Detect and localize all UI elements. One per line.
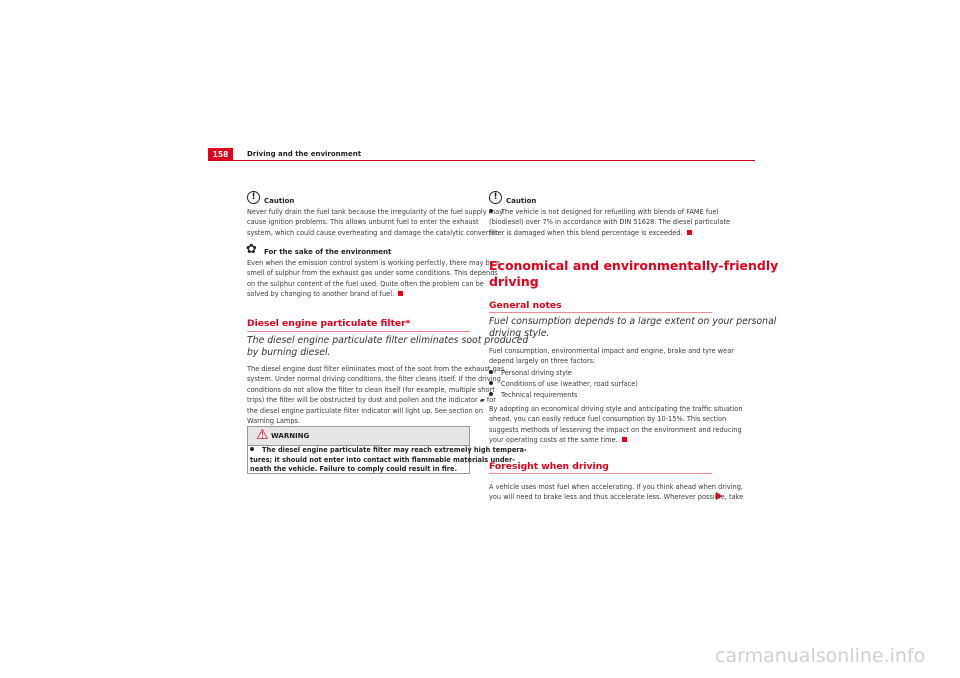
caution-title: Caution (264, 197, 295, 205)
text-line: The diesel engine particulate filter may reach extremely high tempera- (250, 446, 469, 456)
dpf-indicator-icon: ▰ (479, 396, 485, 405)
main-heading (489, 258, 778, 290)
general-notes-heading: General notes (489, 300, 562, 311)
heading-rule (489, 312, 712, 313)
text-line: Economical and environmentally-friendly (489, 258, 779, 273)
text-line: your operating costs at the same time. (489, 436, 618, 445)
header-rule (208, 160, 755, 161)
text-line: system. Under normal driving conditions, the filter cleans itself. If the driving (247, 375, 501, 384)
text-line: smell of sulphur from the exhaust gas under some conditions. This depends (247, 269, 498, 278)
text-line: system, which could cause overheating and damage the catalytic converter. (247, 228, 500, 237)
text-line: solved by changing to another brand of fuel. (247, 290, 395, 299)
text-line: ahead, you can easily reduce fuel consumption by 10-15%. This section (489, 415, 727, 424)
text-line: neath the vehicle. Failure to comply could result in fire. (250, 465, 458, 473)
foresight-heading: Foresight when driving (489, 461, 609, 472)
text-line: driving style. (489, 328, 550, 339)
warning-text (248, 446, 527, 475)
text-line: Even when the emission control system is working perfectly, there may be a (247, 259, 500, 267)
watermark: carmanualsonline.info (715, 645, 926, 667)
general-subtitle (489, 316, 776, 340)
text-line: Fuel consumption depends to a large extent on your personal (489, 316, 777, 327)
list-item: Technical requirements (489, 390, 743, 401)
caution-text (247, 207, 503, 238)
dpf-text (247, 364, 504, 426)
text-line: the diesel engine particulate filter indicator will light up. See section on (247, 406, 484, 415)
flower-icon: ✿ (246, 242, 257, 257)
text-line: conditions do not allow the filter to clean itself (for example, multiple short (247, 385, 495, 394)
caution-icon: ! (489, 191, 502, 204)
dpf-subtitle (247, 335, 528, 359)
text-line: The diesel engine particulate filter eliminates soot produced (247, 335, 529, 346)
heading-rule (247, 331, 470, 332)
text-line: The diesel engine dust filter eliminates most of the soot from the exhaust gas (247, 365, 505, 373)
environment-text (247, 258, 500, 300)
text-line: By adopting an economical driving style and anticipating the traffic situation (489, 404, 743, 413)
text-line: driving (489, 274, 539, 289)
environment-title: For the sake of the environment (264, 248, 392, 256)
caution-icon: ! (247, 191, 260, 204)
caution-text (489, 207, 730, 238)
dpf-heading: Diesel engine particulate filter* (247, 318, 411, 329)
heading-rule (489, 473, 712, 474)
text-line: Fuel consumption, environmental impact and engine, brake and tyre wear (489, 347, 734, 355)
list-item: Conditions of use (weather, road surface) (489, 379, 743, 390)
text-line: by burning diesel. (247, 347, 331, 358)
warning-header (248, 427, 469, 446)
text-line: on the sulphur content of the fuel used. Quite often the problem can be (247, 279, 484, 288)
general-intro (486, 346, 743, 445)
end-mark-icon (622, 437, 627, 442)
text-line: tures; it should not enter into contact with flammable materials under- (250, 455, 516, 464)
warning-title: WARNING (271, 432, 310, 440)
text-line: for (486, 396, 496, 405)
text-line: The vehicle is not designed for refuelling with blends of FAME fuel (489, 207, 730, 217)
page-number: 158 (208, 148, 233, 160)
text-line: (biodiesel) over 7% in accordance with DIN 51628. The diesel particulate (489, 218, 731, 227)
foresight-text (489, 482, 743, 503)
warning-triangle-icon: ⚠ (256, 427, 269, 443)
end-mark-icon (687, 230, 692, 235)
text-line: Warning Lamps. (247, 417, 301, 426)
end-mark-icon (398, 291, 403, 296)
text-line: you will need to brake less and thus accelerate less. Wherever possible, take (489, 493, 744, 502)
text-line: depend largely on three factors: (489, 357, 596, 366)
text-line: cause ignition problems. This allows unburnt fuel to enter the exhaust (247, 218, 479, 227)
text-line: Never fully drain the fuel tank because the irregularity of the fuel supply may (247, 208, 504, 216)
section-title: Driving and the environment (247, 150, 362, 158)
list-item: Personal driving style (489, 368, 743, 379)
text-line: A vehicle uses most fuel when accelerating. If you think ahead when driving, (489, 483, 744, 491)
text-line: filter is damaged when this blend percentage is exceeded. (489, 228, 683, 237)
warning-box (247, 426, 527, 474)
caution-title: Caution (506, 197, 537, 205)
text-line: suggests methods of lessening the impact on the environment and reducing (489, 425, 742, 434)
continue-arrow-icon (716, 492, 722, 500)
text-line: trips) the filter will be obstructed by dust and pollen and the indicator (247, 396, 478, 405)
